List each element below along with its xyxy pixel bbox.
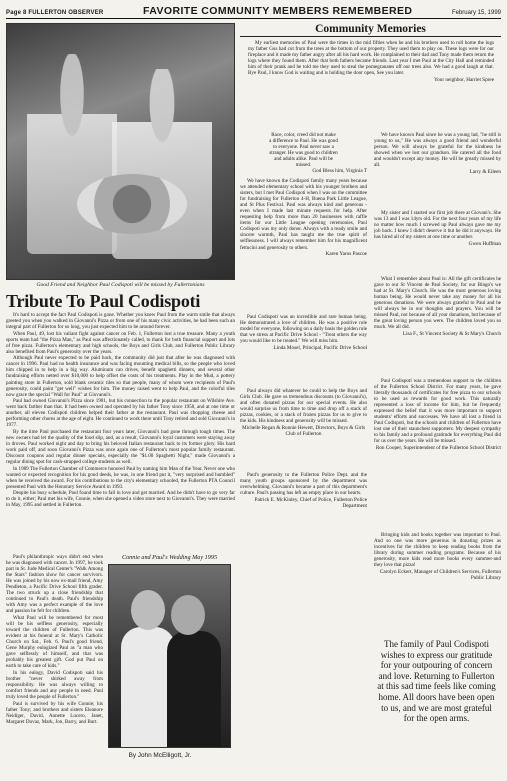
- poem-line: stranger. He was good to children: [269, 150, 338, 157]
- article-paragraph: In 1989 The Fullerton Chamber of Commerce honored Paul by naming him Man of the Year. Never one who wanted or expected recognition for his good deeds, he was, in one friend put it, "very surprised and humbled" when he received the award. For his contributions to the city's elementary schooled, the Fullerton PTA Council presented Paul with the Honorary Service Award in 1993.: [6, 465, 235, 490]
- article-continuation: [6, 554, 103, 750]
- memories-header: Community Memories: [240, 23, 501, 37]
- memory-poem: [240, 132, 367, 174]
- memory-letter: [374, 276, 501, 372]
- article-paragraph: By the time Paul purchased the restaurant four years later, Giovanni's had gone through tough times. The new owners had let the quality of the food slip, and, as a result, Giovanni's loyal customers were staying away in droves. Paul worked night and day to bring his beloved Italian restaurant back to its former glory. His hard work paid off, and soon Giovanni's Pizza was once again one of Fullerton's most popular family restaurant. Discount coupons and regular dinner specials, especially the "$1.00 Spaghetti Night," made Giovanni's a regular dining spot for cash-strapped college students as well.: [6, 428, 235, 466]
- memory-letter: [240, 178, 367, 308]
- article-body: [6, 312, 235, 552]
- article-paragraph: Although Paul never expected to be paid back, the community did just that after he was diagnosed with cancer in 1996. Paul had no health insurance and was facing mounting medical bills, so the people who loved him chipped in to help in a big way. Aluminum can drives, benefit spaghetti dinners, and several other fundraising efforts netted over $10,000 to help offset the costs of his treatments. Play in the Mud, a pottery painting store in Fullerton, sold blank ceramic tiles so that people, many of whom were recipients of Paul's generosity, could paint "get well" wishes for him. The money raised went to help Paul, and the colorful tiles now grace the special "Wall for Paul" at Giovanni's.: [6, 355, 235, 398]
- wedding-photo: [108, 564, 231, 748]
- poem-line: and adults alike. Paul will be: [274, 156, 333, 163]
- letter-signature: Linda Mosel, Principal, Pacific Drive School: [273, 344, 367, 351]
- memory-letter: [374, 378, 501, 526]
- poem-line: to everyone. Paul never saw a: [273, 144, 334, 151]
- memory-letter: [248, 40, 494, 128]
- photo-groom: [167, 631, 221, 748]
- section-title: FAVORITE COMMUNITY MEMBERS REMEMBERED: [143, 5, 413, 17]
- letter-signature: Carolyn Eckert, Manager of Children's Services, Fullerton Public Library: [379, 568, 501, 581]
- letter-text: My sister and I started our first job there at Giovani's. She was 13 and I was 14yrs old. For the next four years of my life no matter how much I screwed up Paul always gave me my job back. I knew I didn't deserve it but he did it anyways. He has hired all of my sisters at one time or another.: [374, 210, 501, 241]
- photo-groom-head: [171, 595, 205, 635]
- letter-text: What I remember about Paul is: All the gift certificates he gave to our St Vincent de Paul Society, for our Bingo's we had at St. Mary's Church. He was the most generous loving human being. He would never take any money for all his generous donations. We were always grateful to Paul and he will always be in our thoughts and prayers. You will be missed Paul, not because of all your donations, but because of the great loving person you were. The children loved you so much. We all did.: [374, 276, 501, 331]
- photo-caption: Good Friend and Neighbor Paul Codispoti will be missed by Fullertonians: [36, 282, 205, 288]
- letter-text: We have known Paul since he was a young lad, "he still is young to us," He was always a good friend and wonderful person. We will always be grateful for the kindness he showed when we lost our grandson. He catered all the food and wouldn't except any money. He will be greatly missed by all.: [374, 132, 501, 169]
- letter-signature: Patrick E. McKinley, Chief of Police, Fullerton Police Department: [254, 496, 367, 509]
- memory-letter: [374, 210, 501, 270]
- article-paragraph: Paul had owned Giovanni's Pizza since 1981, but his connection to the popular restaurant on Wilshire Ave. went back farther than that. It had been owned and operated by his father Tony since 1958, and at one time or another, all eleven Codispoti children helped their father at the restaurant. Paul was chopping cheese and performing other chores at the age of eight. He continued to work there until Tony retired and sold Giovanni's in 1977.: [6, 398, 235, 429]
- memory-letter: [240, 314, 367, 384]
- letter-text: Paul Codispoti was a tremendous support to the children of the Fullerton School District. For many years, he gave literally thousands of certificates for free pizza to our schools to be used as rewards for good work. This naturally represented a loss of income for him, but he frequently expressed the belief that it was more important to support students' efforts and successes. We have all lost a friend in Paul Codispoti, but the schools and children of Fullerton have lost one of their staunchest supporters. My deepest sympathy to his family and a profound gratitude for everything Paul did for us over the years. He will be missed.: [374, 378, 501, 445]
- family-thanks-notice: The family of Paul Codispoti wishes to express our gratitude for your outpouring of concern and love. Returning to Fullerton at this sad time feels like coming home. All doors have been open to us, and we are most grateful for the open arms.: [377, 639, 496, 724]
- letter-text: Paul always did whatever he could to help the Boys and Girls Club. He gave us tremendous discounts (to Giovanni's), and often donated pizzas for our special events. He also would surprise us from time to time and drop off a stack of pizzas, cookies, or a stack of frozen pizzas for us to give to the kids. His kindness and generosity will be missed.: [240, 388, 367, 425]
- letter-signature: God Bless him, Virginia T: [312, 168, 367, 174]
- article-paragraph: When Paul, 49, lost his valiant fight against cancer on Feb. 1, Fullerton lost a true treasure. Many a youth sports team had "the Pizza Man," as Paul was affectionately called, to thank for both financial support and lots of free pizza. Fullerton's elementary and high schools, the Boys and Girls Club, and Fullerton Public Library also benefited from Paul's generosity over the years.: [6, 330, 235, 355]
- poem-line: missed.: [295, 162, 312, 169]
- article-paragraph: Despite his busy schedule, Paul found time to fall in love and get married. And he didn't have to go very far to do it, either; Paul met his wife, Connie, when she opened a video store next to Giovanni's. They were married in May, 1995 and settled in Fullerton.: [6, 490, 235, 509]
- article-paragraph: It's hard to accept the fact Paul Codispoti is gone. Whether you knew Paul from the warm smile that always greeted you when you walked in Giovanni's Pizza or from one of his many civic activities, he had been such an integral part of Fullerton for so long, you just expected him to be around forever.: [6, 312, 235, 331]
- letter-signature: Lisa F., St Vincent Society & St Mary's Church: [402, 331, 501, 338]
- issue-date: February 15, 1999: [451, 10, 501, 16]
- page-label: Page 8 FULLERTON OBSERVER: [6, 10, 104, 16]
- poem-line: a difference to Paul. He was good: [269, 138, 338, 145]
- poem-line: Race, color, creed did not make: [271, 132, 336, 138]
- letter-text: Bringing kids and books together was important to Paul. And so one was more generous in donating prizes as incentives for the children to keep reading books from the library during summer reading programs. Because of his generosity, more kids read more books every summer-and they love that pizza!: [374, 532, 501, 569]
- letter-signature: Ron Cooper, Superintendent of the Fullerton School District: [375, 445, 501, 452]
- letter-text: My earliest memories of Paul were the times in the mid fifties when he and his brothers used to roll home the logs my father Gus had cut from the trees at the bottom of our property. They used them to play on. These logs were for our fireplace and it made my father angry after all his hard work. He complained to their dad and Tony made them return the logs where they found them. After that both fathers became friends. Last year I met Paul at the City Hall and reminded him of their prank and he told me they used to steal the pomegranates off our trees also. We had a good laugh at that. Bye Paul, I know God is waiting and is holding the door open, See you later.: [248, 40, 494, 77]
- article-headline: Tribute To Paul Codispoti: [6, 291, 201, 311]
- masthead: [6, 5, 501, 19]
- photo-bride-head: [131, 590, 165, 630]
- letter-signature: Larry & Eileen: [469, 168, 501, 175]
- letter-text: We have known the Codispoti family many years because we attended elementary school with his younger brothers and sisters, but I met Paul Codispoti when I was on the committee for fundraising for Fullerton 4-H, Buena Park Little League, and St Plus Festival. Paul was always kind and generous - even when I made last minute requests for help. After requesting help from more than 20 businesses with raffle items for our Little League opening ceremonies, Paul Codispoti was my only donor. Always with a ready smile and sincere warmth, Paul has taught me the true spirit of selflessness. I will always remember him for his magnificent fettucini and generosity to others.: [240, 178, 367, 251]
- article-paragraph: In his eulogy, David Codispoti said his brother "never shirked away from responsibility. He was always willing to comfort friends and any people in need. Paul truly loved the people of Fullerton.": [6, 669, 103, 701]
- memory-letter: [240, 388, 367, 468]
- memory-letter: [374, 532, 501, 630]
- article-paragraph: Paul's philanthropic ways didn't end when he was diagnosed with cancer. In 1997, he took part in St. Jude Medical Center's "Walk Among the Stars" fashion show for cancer survivors. He was joined by his now ex-mail friend, Amy Pendleton, a Pacific Drive School fifth grader. The two struck up a close friendship that continued to Paul's death. Paul's friendship with Amy was a perfect example of the love and passion he felt for children.: [6, 554, 103, 615]
- article-byline: By John McElligott, Jr.: [128, 752, 192, 759]
- photo-paul-codispoti: [6, 23, 235, 280]
- letter-text: Paul's generosity to the Fullerton Police Dept. and the many youth groups sponsored by the department was overwhelming. Giovanni's became a part of this department's culture. Paul's passing has left an empty place in our hearts.: [240, 472, 367, 497]
- letter-signature: Michelle Regan & Ronnie Hewett, Directors, Boys & Girls Club of Fullerton: [241, 424, 366, 437]
- letter-signature: Gwen Huffman: [468, 240, 501, 247]
- article-paragraph: Paul is survived by his wife Connie; his father Tony; and brothers and sisters Eleanore Neidiger, David, Annette Lucero, Janet, Margaret Duvaz, Mark, Jon, Barry, and Burt.: [6, 700, 103, 725]
- letter-text: Paul Codispoti was an incredible and rare human being. He demonstrated a love of children. He was a positive role model for everyone, following on a daily basis the golden rule that we stress at Pacific Drive School - "Treat others the way you would like to be treated." We will miss him.: [240, 314, 367, 345]
- wedding-photo-caption: Connie and Paul's Wedding May 1995: [121, 554, 218, 561]
- memory-letter: [240, 472, 367, 552]
- poem-lines: [240, 132, 367, 168]
- letter-signature: Karen Yaros Pascoe: [325, 251, 367, 258]
- photo-pizza: [77, 174, 187, 234]
- article-paragraph: What Paul will be remembered for most will be his selfless generosity, especially toward the children of Fullerton. This was evident at his funeral at St. Mary's Catholic Church on Sat., Feb. 6. Paul's good friend, Gene Murphy eulogized Paul as "a man who gave selflessly of himself, and that was probably his greatest gift. God put Paul on earth to take care of kids.": [6, 614, 103, 670]
- letter-signature: Your neighbor, Harriet Spree: [433, 76, 494, 83]
- memory-letter: [374, 132, 501, 204]
